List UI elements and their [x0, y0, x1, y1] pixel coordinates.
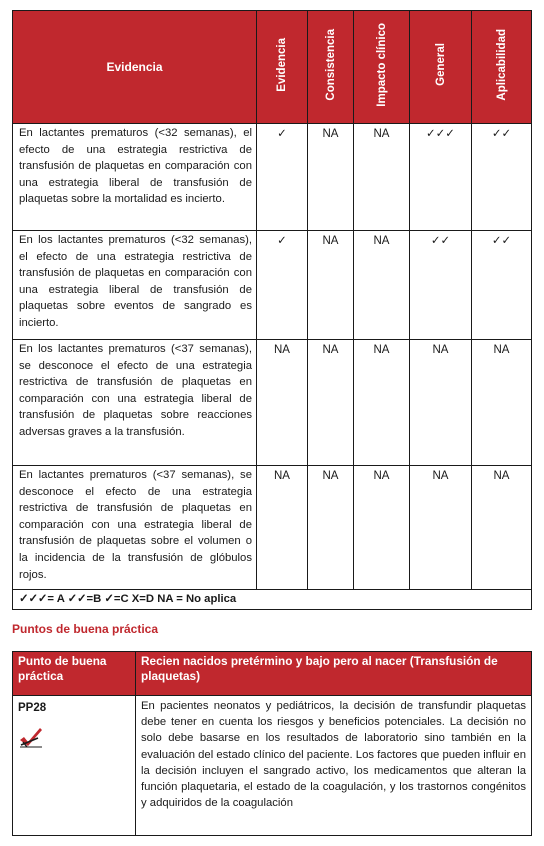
header-consistencia: Consistencia	[308, 11, 354, 124]
impacto-rating: NA	[354, 124, 410, 231]
impacto-rating: NA	[354, 340, 410, 466]
header-evidencia-statement: Evidencia	[13, 11, 257, 124]
header-general: General	[410, 11, 472, 124]
header-punto-buena-practica: Punto de buena práctica	[13, 652, 136, 696]
aplicabilidad-rating: ✓✓	[472, 124, 532, 231]
header-recien-nacidos: Recien nacidos pretérmino y bajo pero al nacer (Transfusión de plaquetas)	[136, 652, 532, 696]
practice-text: En pacientes neonatos y pediátricos, la decisión de transfundir plaquetas debe tener en cuenta los riesgos y beneficios potenciales. La decisión no solo debe basarse en los resultados de laboratorio sino también en la evaluación del estado clínico del paciente. Los factores que pueden influir en la decisión incluyen el sangrado activo, los medicamentos que alteran la función plaquetaria, el estado de la coagulación, y los trastornos congénitos y adquiridos de la coagulación	[136, 696, 532, 836]
consistencia-rating: NA	[308, 466, 354, 590]
evidence-table-header-row	[13, 11, 532, 124]
impacto-rating: NA	[354, 231, 410, 340]
good-practice-table	[12, 651, 532, 836]
general-rating: NA	[410, 466, 472, 590]
evidencia-rating: ✓	[257, 231, 308, 340]
header-evidencia: Evidencia	[257, 11, 308, 124]
header-aplicabilidad: Aplicabilidad	[472, 11, 532, 124]
evidence-statement: En los lactantes prematuros (<32 semanas), el efecto de una estrategia restrictiva de transfusión de plaquetas en comparación con una estrategia liberal de transfusión de plaquetas sobre eventos de sangrado es incierto.	[13, 231, 257, 340]
evidencia-rating: NA	[257, 466, 308, 590]
practice-id: PP28	[18, 702, 47, 714]
evidence-statement: En lactantes prematuros (<37 semanas), se desconoce el efecto de una estrategia restrictiva de transfusión de plaquetas en comparación con una estrategia liberal de transfusión de plaquetas sobre el volumen o la incidencia de la transfusión de glóbulos rojos.	[13, 466, 257, 590]
table-row	[13, 466, 532, 590]
legend-row	[13, 590, 532, 610]
evidencia-rating: ✓	[257, 124, 308, 231]
header-impacto-clinico: Impacto clínico	[354, 11, 410, 124]
table-row	[13, 340, 532, 466]
table-row	[13, 231, 532, 340]
evidencia-rating: NA	[257, 340, 308, 466]
consistencia-rating: NA	[308, 340, 354, 466]
section-title: Puntos de buena práctica	[12, 622, 159, 636]
general-rating: ✓✓	[410, 231, 472, 340]
consistencia-rating: NA	[308, 124, 354, 231]
table-row	[13, 124, 532, 231]
good-practice-header-row	[13, 652, 532, 696]
evidence-statement: En los lactantes prematuros (<37 semanas), se desconoce el efecto de una estrategia restrictiva de transfusión de plaquetas en comparación con una estrategia liberal de transfusión de plaquetas sobre reacciones adversas graves a la transfusión.	[13, 340, 257, 466]
evidence-table	[12, 10, 532, 610]
evidence-statement: En lactantes prematuros (<32 semanas), el efecto de una estrategia restrictiva de transfusión de plaquetas en comparación con una estrategia liberal de transfusión de plaquetas sobre la mortalidad es incierto.	[13, 124, 257, 231]
aplicabilidad-rating: ✓✓	[472, 231, 532, 340]
general-rating: NA	[410, 340, 472, 466]
aplicabilidad-rating: NA	[472, 340, 532, 466]
impacto-rating: NA	[354, 466, 410, 590]
practice-id-cell	[13, 696, 136, 836]
general-rating: ✓✓✓	[410, 124, 472, 231]
grade-legend: ✓✓✓= A ✓✓=B ✓=C X=D NA = No aplica	[13, 590, 532, 610]
aplicabilidad-rating: NA	[472, 466, 532, 590]
table-row	[13, 696, 532, 836]
consistencia-rating: NA	[308, 231, 354, 340]
checkmark-pencil-icon	[18, 726, 44, 748]
